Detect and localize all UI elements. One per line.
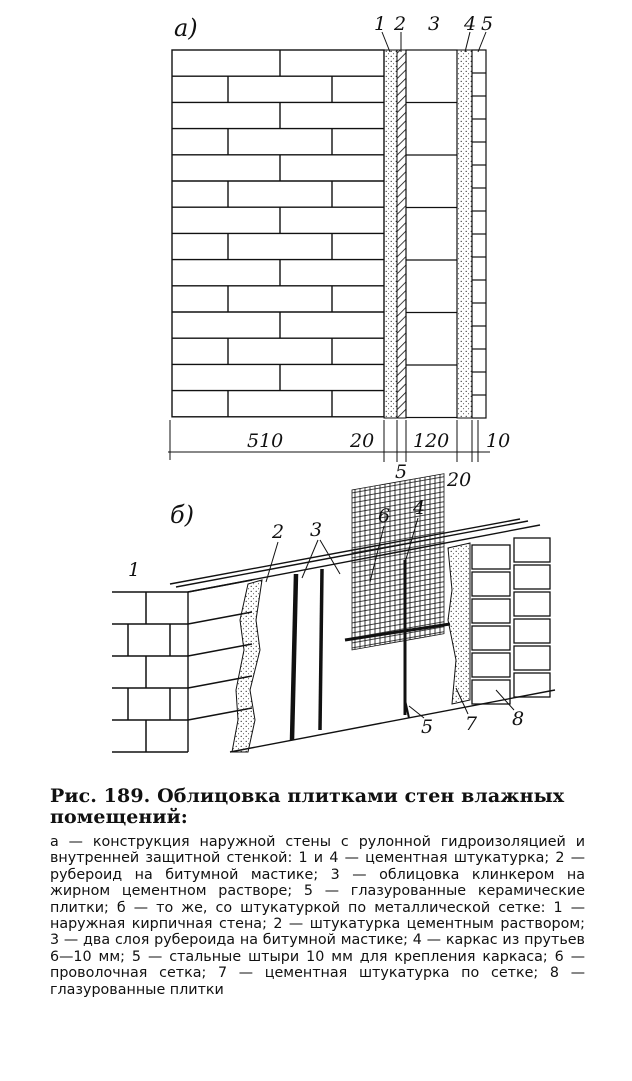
- dim-20-right: 20: [447, 469, 472, 491]
- panel-a-label: а): [174, 14, 198, 42]
- figure-caption: [50, 786, 585, 998]
- callout-b-1: 1: [128, 559, 141, 581]
- layer-5-glazed-tiles: [472, 50, 486, 418]
- callout-b-2: 2: [272, 521, 285, 543]
- caption-body: а — конструкция наружной стены с рулонной гидроизоляцией и внутренней защитной стенкой: 1 и 4 — цементная штукатурка; 2 — рубероид на битумной мастике; 3 — облицовка клинкером на жирном цементном растворе; 5 — глазурованные керамические плитки; б — то же, со штукатуркой по металлической сетке: 1 — наружная кирпичная стена; 2 — штукатурка цементным раствором; 3 — два слоя рубероида на битумной мастике; 4 — каркас из прутьев 6—10 мм; 5 — стальные штыри 10 мм для крепления каркаса; 6 — проволочная сетка; 7 — цементная штукатурка по сетке; 8 — глазурованные плитки: [50, 834, 585, 998]
- layer-1-cement-plaster: [384, 50, 397, 418]
- callout-b-8: 8: [512, 708, 525, 730]
- roofing-felt-layers-3: [292, 569, 322, 740]
- dimension-values: [247, 430, 510, 491]
- callout-a-3: 3: [428, 13, 441, 35]
- callout-a-1: 1: [374, 13, 387, 35]
- callout-a-4: 4: [464, 13, 477, 35]
- dim-510: 510: [247, 430, 284, 452]
- plaster-on-mesh-7: [448, 543, 470, 704]
- plaster-layer-2: [232, 580, 262, 752]
- layer-4-cement-plaster: [457, 50, 472, 418]
- panel-a-section: [168, 13, 510, 491]
- wire-mesh-6: [352, 474, 444, 650]
- callout-b-3: 3: [310, 519, 323, 541]
- callout-b-5: 5: [421, 716, 434, 738]
- panel-b-isometric: [112, 474, 555, 752]
- dim-5: 5: [395, 461, 408, 483]
- glazed-tile-face: [472, 538, 550, 704]
- layer-2-roofing-felt: [397, 50, 406, 418]
- panel-a-callouts: [374, 13, 493, 35]
- dim-20-left: 20: [350, 430, 375, 452]
- caption-title: Рис. 189. Облицовка плитками стен влажных помещений:: [50, 785, 565, 828]
- callout-b-4: 4: [413, 497, 426, 519]
- callout-leaders: [382, 32, 486, 52]
- panel-b-label: б): [170, 501, 195, 529]
- brick-masonry-510: [172, 50, 384, 417]
- callout-b-6: 6: [378, 505, 391, 527]
- outer-brick-wall-end: [112, 580, 252, 752]
- callout-a-2: 2: [394, 13, 407, 35]
- callout-a-5: 5: [481, 13, 494, 35]
- dim-120: 120: [413, 430, 450, 452]
- callout-b-7: 7: [465, 713, 478, 735]
- layer-3-clinker-facing: [406, 50, 457, 418]
- dim-10: 10: [486, 430, 511, 452]
